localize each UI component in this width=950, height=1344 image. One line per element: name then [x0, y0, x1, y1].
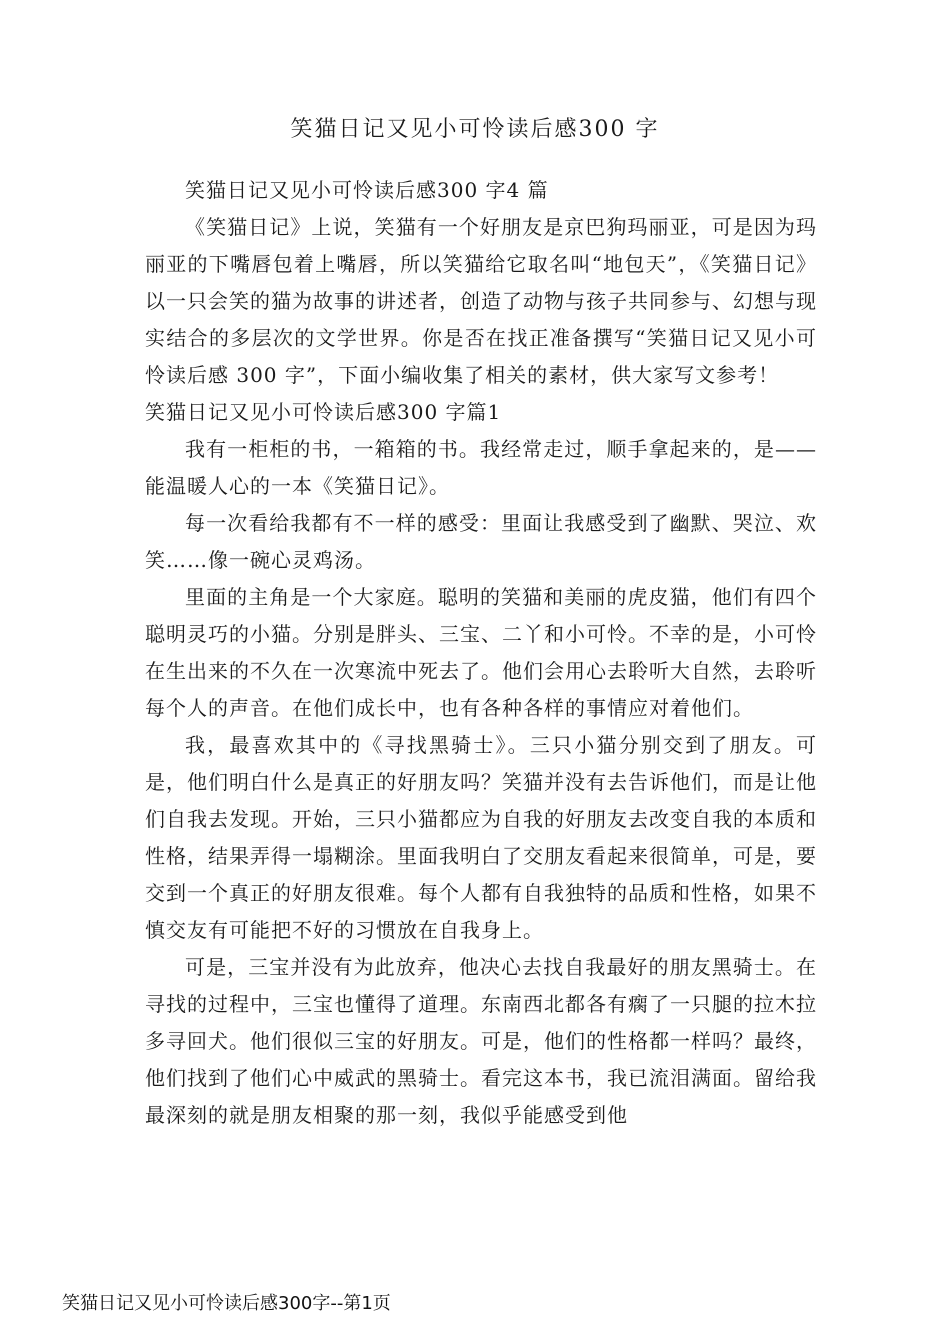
subtitle-line: 笑猫日记又见小可怜读后感300 字4 篇: [185, 178, 549, 202]
body-paragraph: 我，最喜欢其中的《寻找黑骑士》。三只小猫分别交到了朋友。可是，他们明白什么是真正的好朋友吗？笑猫并没有去告诉他们，而是让他们自我去发现。开始，三只小猫都应为自我的好朋友去改变自我的本质和性格，结果弄得一塌糊涂。里面我明白了交朋友看起来很简单，可是，要交到一个真正的好朋友很难。每个人都有自我独特的品质和性格，如果不慎交友有可能把不好的习惯放在自我身上。: [145, 733, 817, 942]
section-heading: 笑猫日记又见小可怜读后感300 字篇1: [145, 400, 502, 424]
page-title: 笑猫日记又见小可怜读后感300 字: [290, 117, 660, 142]
page-footer: 笑猫日记又见小可怜读后感300字--第1页: [62, 1293, 391, 1314]
body-paragraph: 每一次看给我都有不一样的感受：里面让我感受到了幽默、哭泣、欢笑……像一碗心灵鸡汤。: [145, 511, 817, 572]
body-paragraph: 我有一柜柜的书，一箱箱的书。我经常走过，顺手拿起来的，是——能温暖人心的一本《笑猫日记》。: [145, 437, 817, 498]
document-body: [145, 172, 817, 1134]
body-paragraph: 可是，三宝并没有为此放弃，他决心去找自我最好的朋友黑骑士。在寻找的过程中，三宝也懂得了道理。东南西北都各有瘸了一只腿的拉木拉多寻回犬。他们很似三宝的好朋友。可是，他们的性格都一样吗？最终，他们找到了他们心中威武的黑骑士。看完这本书，我已流泪满面。留给我最深刻的就是朋友相聚的那一刻，我似乎能感受到他: [145, 955, 817, 1127]
intro-paragraph: 《笑猫日记》上说，笑猫有一个好朋友是京巴狗玛丽亚，可是因为玛丽亚的下嘴唇包着上嘴唇，所以笑猫给它取名叫“地包天”，《笑猫日记》以一只会笑的猫为故事的讲述者，创造了动物与孩子共同参与、幻想与现实结合的多层次的文学世界。你是否在找正准备撰写“笑猫日记又见小可怜读后感 300 字”，下面小编收集了相关的素材，供大家写文参考！: [145, 215, 817, 387]
body-paragraph: 里面的主角是一个大家庭。聪明的笑猫和美丽的虎皮猫，他们有四个聪明灵巧的小猫。分别是胖头、三宝、二丫和小可怜。不幸的是，小可怜在生出来的不久在一次寒流中死去了。他们会用心去聆听大自然，去聆听每个人的声音。在他们成长中，也有各种各样的事情应对着他们。: [145, 585, 817, 720]
